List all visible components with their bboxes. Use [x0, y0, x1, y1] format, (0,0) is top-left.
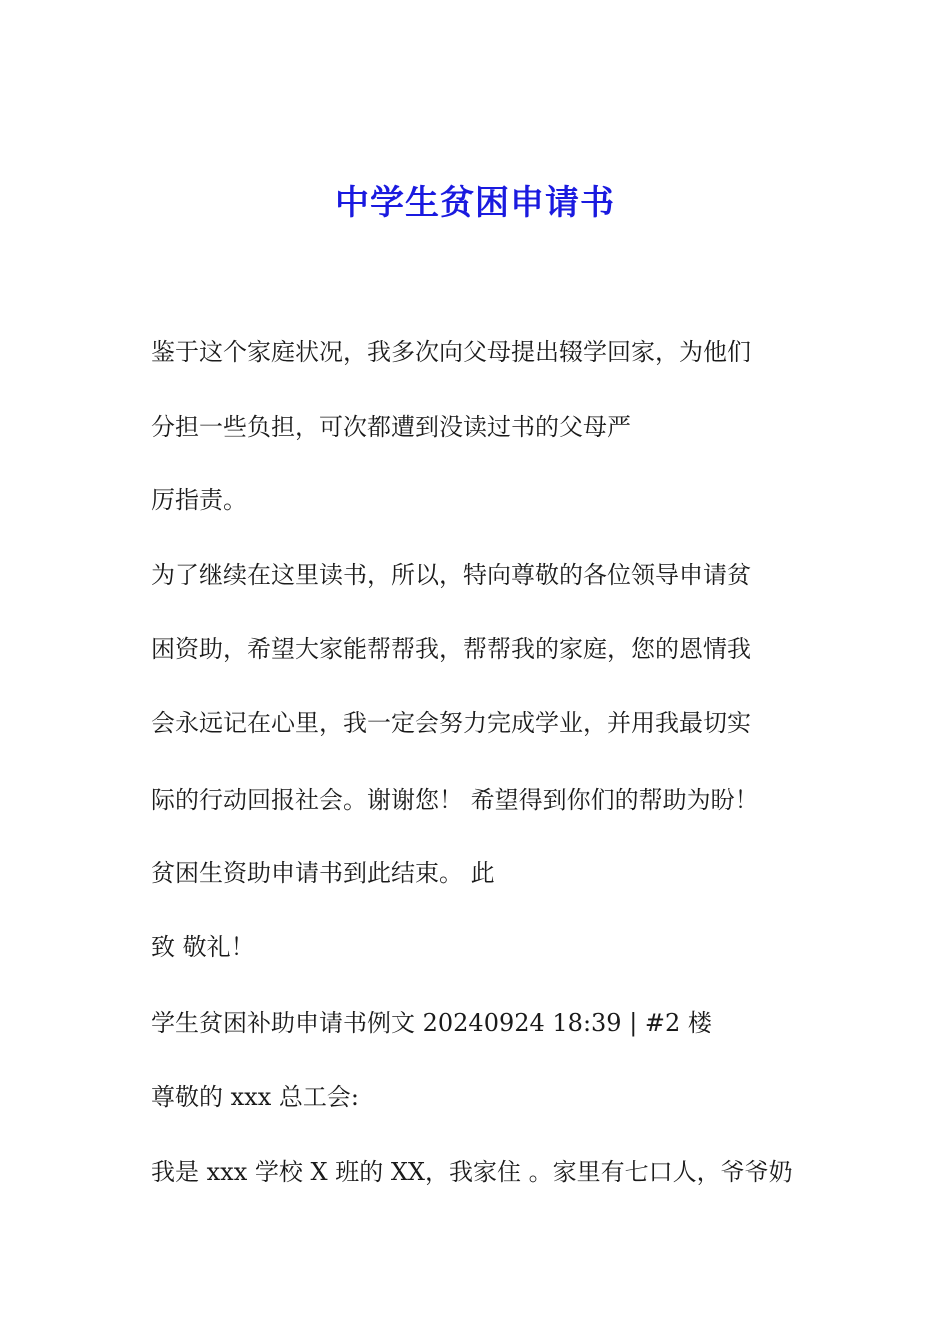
text-line: 我是 xxx 学校 X 班的 XX，我家住 。家里有七口人，爷爷奶 — [151, 1158, 793, 1186]
text-line: 困资助，希望大家能帮帮我，帮帮我的家庭，您的恩情我 — [151, 635, 751, 663]
text-line: 尊敬的 xxx 总工会: — [151, 1083, 359, 1111]
text-line: 厉指责。 — [151, 486, 247, 514]
text-line: 会永远记在心里，我一定会努力完成学业，并用我最切实 — [151, 709, 751, 737]
document-title: 中学生贫困申请书 — [335, 183, 615, 223]
text-line: 为了继续在这里读书，所以，特向尊敬的各位领导申请贫 — [151, 561, 751, 589]
text-line: 分担一些负担，可次都遭到没读过书的父母严 — [151, 413, 631, 441]
text-line: 致 敬礼！ — [151, 933, 255, 961]
text-line: 际的行动回报社会。谢谢您！ 希望得到你们的帮助为盼！ — [151, 786, 759, 814]
text-line: 学生贫困补助申请书例文 20240924 18:39 | #2 楼 — [151, 1009, 712, 1037]
text-line: 贫困生资助申请书到此结束。 此 — [151, 859, 495, 887]
text-line: 鉴于这个家庭状况，我多次向父母提出辍学回家，为他们 — [151, 338, 751, 366]
